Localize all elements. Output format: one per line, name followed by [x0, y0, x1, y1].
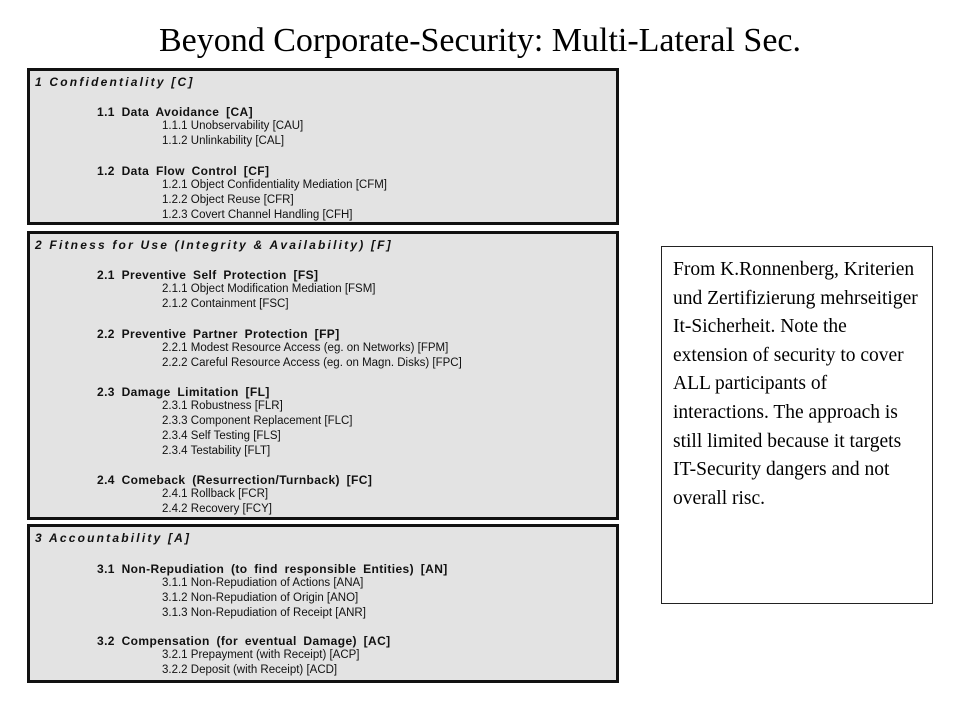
- list-item: 1.2.2 Object Reuse [CFR]: [162, 194, 294, 206]
- section: [30, 268, 616, 312]
- list-item: 1.2.1 Object Confidentiality Mediation [CFM]: [162, 179, 387, 191]
- list-item: 2.1.1 Object Modification Mediation [FSM]: [162, 283, 376, 295]
- list-item: 2.4.1 Rollback [FCR]: [162, 488, 269, 500]
- section-heading: 3.1 Non-Repudiation (to find responsible Entities) [AN]: [97, 562, 448, 576]
- list-item: 2.1.2 Containment [FSC]: [162, 298, 289, 310]
- section-heading: 1.1 Data Avoidance [CA]: [97, 105, 254, 119]
- section: [30, 385, 616, 459]
- list-item: 2.3.4 Testability [FLT]: [162, 445, 271, 457]
- list-item: 1.2.3 Covert Channel Handling [CFH]: [162, 209, 353, 221]
- panel-header: 1 Confidentiality [C]: [35, 75, 195, 89]
- panel-header: 2 Fitness for Use (Integrity & Availability) [F]: [35, 238, 393, 252]
- accountability-panel: [27, 524, 619, 683]
- list-item: 3.2.2 Deposit (with Receipt) [ACD]: [162, 664, 338, 676]
- list-item: 2.3.3 Component Replacement [FLC]: [162, 415, 353, 427]
- fitness-for-use-panel: [27, 231, 619, 520]
- list-item: 3.2.1 Prepayment (with Receipt) [ACP]: [162, 649, 360, 661]
- list-item: 2.2.1 Modest Resource Access (eg. on Networks) [FPM]: [162, 342, 449, 354]
- list-item: 2.2.2 Careful Resource Access (eg. on Magn. Disks) [FPC]: [162, 357, 462, 369]
- list-item: 3.1.1 Non-Repudiation of Actions [ANA]: [162, 577, 364, 589]
- section-heading: 2.2 Preventive Partner Protection [FP]: [97, 327, 340, 341]
- list-item: 2.4.2 Recovery [FCY]: [162, 503, 272, 515]
- section: [30, 473, 616, 517]
- slide-title: Beyond Corporate-Security: Multi-Lateral Sec.: [158, 22, 802, 59]
- section-heading: 2.3 Damage Limitation [FL]: [97, 385, 270, 399]
- list-item: 3.1.2 Non-Repudiation of Origin [ANO]: [162, 592, 359, 604]
- section: [30, 327, 616, 371]
- list-item: 2.3.1 Robustness [FLR]: [162, 400, 283, 412]
- confidentiality-panel: [27, 68, 619, 225]
- list-item: 2.3.4 Self Testing [FLS]: [162, 430, 281, 442]
- source-note-box: From K.Ronnenberg, Kriterien und Zertifizierung mehrseitiger It-Sicherheit. Note the extension of security to cover ALL participants of interactions. The approach is still limited because it targets IT-Security dangers and not overall risc.: [661, 246, 933, 604]
- panel-header: 3 Accountability [A]: [35, 531, 192, 545]
- section: [30, 164, 616, 223]
- section-heading: 3.2 Compensation (for eventual Damage) [AC]: [97, 634, 391, 648]
- section: [30, 634, 616, 678]
- section-heading: 1.2 Data Flow Control [CF]: [97, 164, 270, 178]
- list-item: 1.1.2 Unlinkability [CAL]: [162, 135, 285, 147]
- section-heading: 2.4 Comeback (Resurrection/Turnback) [FC]: [97, 473, 373, 487]
- section: [30, 105, 616, 149]
- list-item: 3.1.3 Non-Repudiation of Receipt [ANR]: [162, 607, 366, 619]
- list-item: 1.1.1 Unobservability [CAU]: [162, 120, 304, 132]
- section: [30, 562, 616, 621]
- section-heading: 2.1 Preventive Self Protection [FS]: [97, 268, 319, 282]
